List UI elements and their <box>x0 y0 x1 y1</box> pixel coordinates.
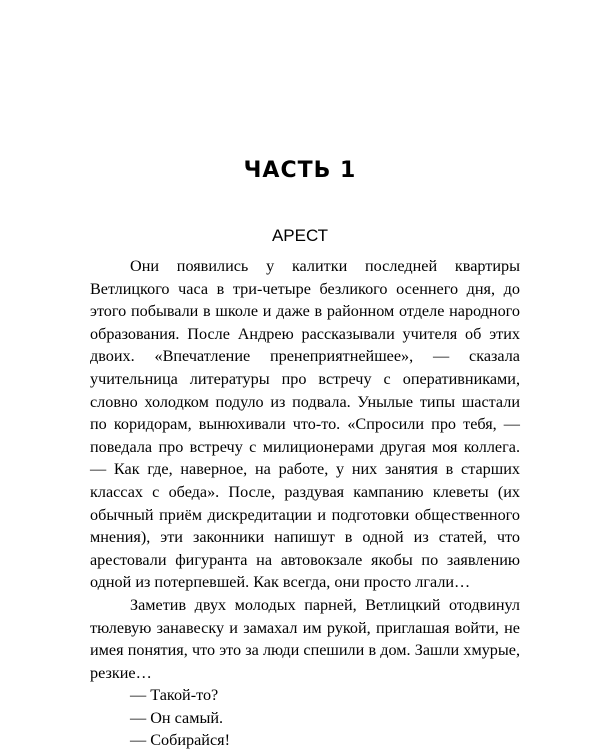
dialogue-line: — Такой-то? <box>130 686 219 705</box>
chapter-title: АРЕСТ <box>271 226 329 245</box>
paragraph: Они появились у калитки последней квартиры Ветлицкого часа в три-четыре безликого осеннего дня, до этого побывали в школе и даже в районном отделе народного образования. После Андрею рассказывали учителя об этих двоих. «Впечатление пренеприятнейшее», — сказала учительница литературы про встречу с оперативниками, словно холодком подуло из подвала. Унылые типы шастали по коридорам, вынюхивали что-то. «Спросили про тебя, — поведала про встречу с милиционерами другая моя коллега. — Как где, наверное, на работе, у них занятия в старших классах с обеда». После, раздувая кампанию клеветы (их обычный приём дискредитации и подготовки общественного мнения), эти законники напишут в одной из статей, что арестовали фигуранта на автовокзале якобы по заявлению одной из потерпевшей. Как всегда, они просто лгали… <box>90 257 520 592</box>
part-title: ЧАСТЬ 1 <box>243 158 357 183</box>
paragraph: Заметив двух молодых парней, Ветлицкий отодвинул тюлевую занавеску и замахал им рукой, приглашая войти, не имея понятия, что это за люди спешили в дом. Зашли хмурые, резкие… <box>90 595 520 682</box>
text-body <box>90 255 520 752</box>
dialogue-line: — Собирайся! <box>130 731 230 750</box>
dialogue-line: — Он самый. <box>130 708 224 727</box>
